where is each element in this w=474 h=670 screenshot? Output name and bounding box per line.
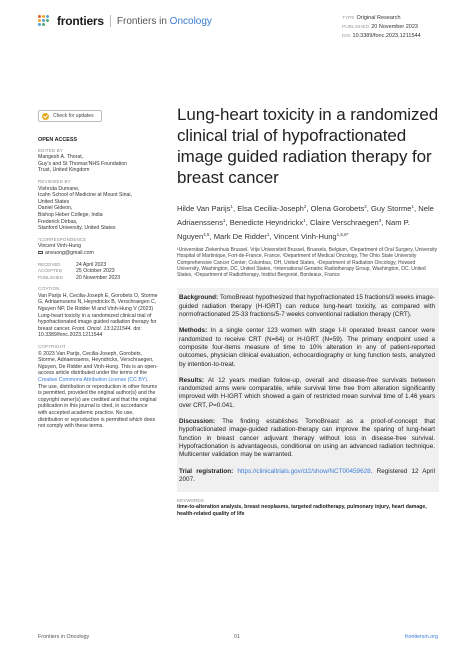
citation-journal: Front. Oncol. 13:1211544. — [72, 325, 132, 332]
page-header — [38, 10, 438, 50]
article-sidebar — [38, 110, 158, 430]
author-name[interactable]: Vincent Vinh-Hung — [273, 232, 337, 241]
article-main — [177, 104, 439, 518]
author-name[interactable]: Guy Storme — [371, 204, 412, 213]
abstract-box — [177, 288, 439, 492]
abstract-background: Background: TomoBreast hypothesized that hypofractionated 15 fractions/3 weeks image-guided radiation therapy (H-IGRT) can reduce lung-heart toxicity, as compared with normofractionated 25-33 fractions/5-7 weeks conventional radiation therapy (CRT). — [179, 294, 435, 319]
author-name[interactable]: Benedicte Heyndrickx — [229, 218, 304, 227]
cc-by-license-link[interactable]: Creative Commons Attribution License (CC BY). — [38, 377, 149, 383]
abstract-methods: Methods: In a single center 123 women with stage I-II operated breast cancer were randomized to receive CRT (N=64) or H-IGRT (N=59). The primary endpoint used a composite four-items measure of time to 10% alteration in any of patient-reported outcomes, physician clinical evaluation, echocardiography or lung function tests, analyzed by intention-to-treat. — [179, 327, 435, 368]
correspondence-heading: *CORRESPONDENCE — [38, 236, 87, 242]
affiliations: ¹Universitair Ziekenhuis Brussel, Vrije Universiteit Brussel, Brussels, Belgium, ²Department of Oral Surgery, University Hospital of Martinique, Fort-de-France, France, ³Department of Medical Oncology, The Ohio State University Comprehensive Cancer Center, Columbus, OH, United States, ⁴Department of Radiation Oncology, Howard University, Washington, DC, United States, ⁵International Geriatric Radiotherapy Group, Washington, DC, United States, ⁶Department of Radiotherapy, Institut Bergonié, Bordeaux, France — [177, 247, 438, 279]
author-list: Hilde Van Parijs$^1$, Elsa Cecilia-Joseph$^2$, Olena Gorobets$^2$, Guy Storme$^1$, Nele Adriaenssens$^1$, Benedicte Heyndrickx$^1$, Claire Verschraegen$^3$, Nam P. Nguyen$^{4,5}$, Mark De Ridder$^1$, Vincent Vinh-Hung$^{1,5,6*}$ — [177, 204, 434, 241]
author-affiliation-mark: 1 — [230, 204, 233, 209]
copyright-heading: COPYRIGHT — [38, 344, 66, 350]
frontiers-logo[interactable] — [38, 14, 212, 28]
correspondence-email: anvuong@gmail.com — [45, 249, 94, 256]
abstract-trial-registration: Trial registration: https://clinicaltrials.gov/ct2/show/NCT00459628. Registered 12 April 2007. — [179, 467, 436, 483]
copyright-text: © 2023 Van Parijs, Cecilia-Joseph, Gorobets, Storme, Adriaenssens, Heyndrickx, Verschraegen, Nguyen, De Ridder and Vinh-Hung. This is an open-access article distributed under the terms of the Creative Commons Attribution License (CC BY). The use, distribution or reproduction in other forums is permitted, provided the original author(s) and the copyright owner(s) are credited and that the original publication in this journal is cited, in accordance with accepted academic practice. No use, distribution or reproduction is permitted which does not comply with these terms. — [38, 350, 158, 430]
reviewed-by-heading: REVIEWED BY — [38, 178, 71, 184]
citation-text: Van Parijs H, Cecilia-Joseph E, Gorobets O, Storme G, Adriaenssens N, Heyndrickx B, Verschraegen C, Nguyen NP, De Ridder M and Vinh-Hung V (2023) Lung-heart toxicity in a randomized clinical trial of hypofractionated image guided radiation therapy for breast cancer. Front. Oncol. 13:1211544. doi: 10.3389/fonc.2023.1211544 — [38, 292, 158, 339]
author-affiliation-mark: 1,5,6* — [336, 232, 349, 237]
footer-journal: Frontiers in Oncology — [38, 634, 90, 640]
frontiers-logo-icon — [38, 15, 54, 27]
author-name[interactable]: Mark De Ridder — [213, 232, 267, 241]
keywords-heading: KEYWORDS — [177, 498, 204, 504]
page-number: 01 — [234, 634, 240, 640]
check-for-updates-label: Check for updates — [53, 112, 94, 119]
abstract-results: Results: At 12 years median follow-up, overall and disease-free survivals between randomized arms were comparable, while survival time free from alteration significantly improved with H-IGRT which showed a gain of restricted mean survival time of 1.46 years over CRT, P=0.041. — [179, 376, 435, 409]
article-meta — [342, 14, 438, 41]
check-badge-icon — [42, 113, 49, 120]
author-name[interactable]: Nele Adriaenssens — [177, 204, 434, 227]
correspondence-email-row[interactable] — [38, 250, 158, 257]
author-affiliation-mark: 1 — [411, 204, 415, 209]
abstract-discussion: Discussion: The finding establishes TomoBreast as a proof-of-concept that hypofractionated image-guided radiation-therapy can improve the sparing of lung-heart function in breast cancer adjuvant therapy without loss in disease-free survival. Hypofractionation is advantageous, conditional on using an advanced radiation technique. Multicenter validation may be warranted. — [179, 418, 435, 459]
author-name[interactable]: Nam P. Nguyen — [177, 218, 410, 241]
article-dates: RECEIVED 24 April 2023 ACCEPTED 25 October 2023 PUBLISHED 20 November 2023 — [38, 261, 121, 281]
author-name[interactable]: Olena Gorobets — [310, 204, 365, 213]
open-access-label: OPEN ACCESS — [38, 137, 78, 143]
journal-name[interactable] — [117, 16, 212, 27]
author-affiliation-mark: 2 — [364, 204, 367, 209]
trial-registration-link[interactable]: https://clinicaltrials.gov/ct2/show/NCT00459628 — [237, 467, 371, 475]
check-for-updates-button[interactable] — [38, 110, 102, 122]
author-affiliation-mark: 4,5 — [203, 232, 210, 237]
journal-title: Oncology — [169, 15, 212, 27]
author-affiliation-mark: 1 — [303, 218, 306, 223]
reviewed-by-text: Vishruta Dumane, Icahn School of Medicine at Mount Sinai, United States Daniel Gideon, Bishop Heber College, India Frederick Dirbas, Stanford University, United States — [38, 185, 133, 232]
keywords-list: time-to-alteration analysis, breast neoplasms, targeted radiotherapy, pulmonary injury, heart damage, health-related quality of life — [177, 504, 427, 518]
author-affiliation-mark: 2 — [303, 204, 307, 209]
keywords — [177, 497, 439, 518]
brand-name: frontiers — [57, 14, 104, 28]
header-divider — [110, 15, 111, 27]
envelope-icon — [38, 251, 43, 255]
footer-site-link[interactable]: frontiersin.org — [405, 634, 438, 640]
author-affiliation-mark: 3 — [378, 218, 382, 223]
meta-published: PUBLISHED 20 November 2023 — [342, 24, 418, 30]
meta-doi[interactable]: DOI 10.3389/fonc.2023.1211544 — [342, 33, 421, 39]
edited-by-text: Mangesh A. Thorat, Guy's and St Thomas'NHS Foundation Trust, United Kingdom — [38, 154, 127, 174]
author-affiliation-mark: 1 — [223, 218, 226, 223]
correspondence-name: Vincent Vinh-Hung — [38, 243, 82, 250]
article-title: Lung-heart toxicity in a randomized clinical trial of hypofractionated image guided radiation therapy for breast cancer — [177, 105, 439, 187]
author-name[interactable]: Claire Verschraegen — [309, 218, 379, 227]
author-name[interactable]: Hilde Van Parijs — [177, 204, 231, 213]
meta-type: TYPE Original Research — [342, 15, 401, 21]
author-name[interactable]: Elsa Cecilia-Joseph — [237, 204, 304, 213]
citation-heading: CITATION — [38, 286, 60, 292]
journal-prefix: Frontiers in — [116, 15, 167, 27]
author-affiliation-mark: 1 — [266, 232, 270, 237]
citation-doi[interactable]: doi: 10.3389/fonc.2023.1211544 — [38, 325, 142, 339]
edited-by-heading: EDITED BY — [38, 147, 63, 153]
